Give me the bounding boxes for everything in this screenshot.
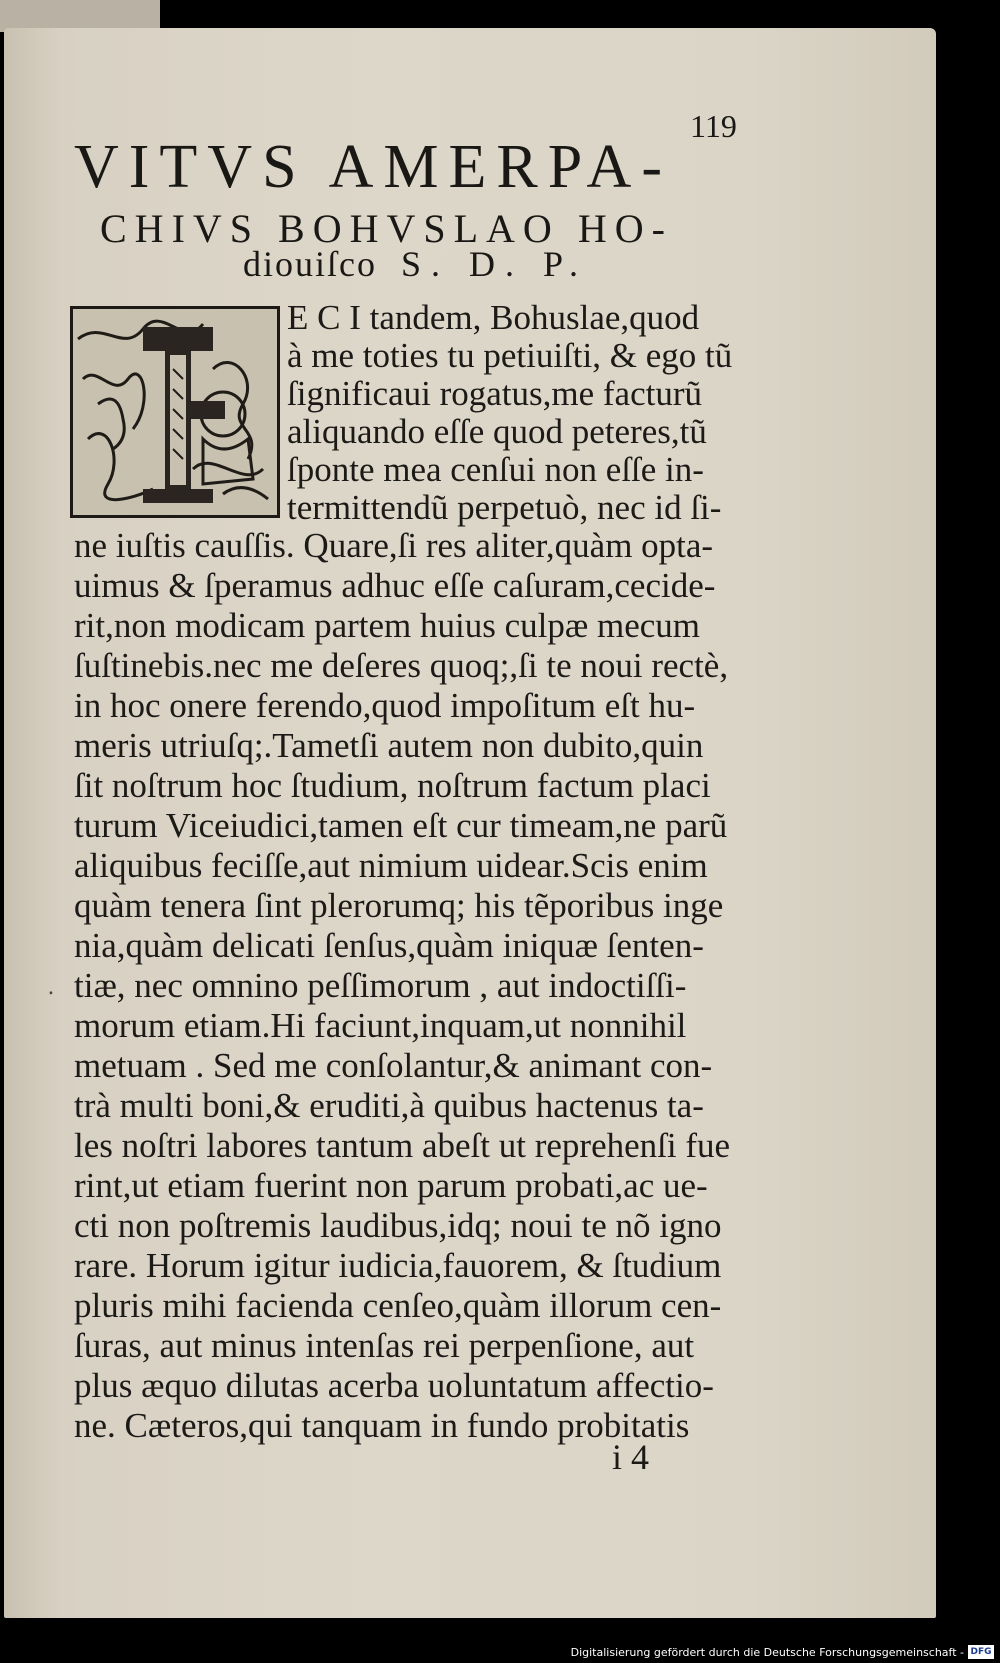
text-line: aliquibus feciſſe,aut nimium uidear.Scis enim: [74, 846, 708, 885]
text-line: uimus & ſperamus adhuc eſſe caſuram,cecide-: [74, 566, 716, 605]
heading-line-3-name: diouiſco: [243, 244, 377, 284]
text-line: tiæ, nec omnino peſſimorum , aut indoctiſſi-: [74, 966, 687, 1005]
text-line: ne iuſtis cauſſis. Quare,ſi res aliter,quàm opta-: [74, 526, 714, 565]
page-number: 119: [690, 108, 737, 144]
text-line: meris utriuſq;.Tametſi autem non dubito,quin: [74, 726, 704, 765]
footer-credit: Digitalisierung gefördert durch die Deutsche Forschungsgemeinschaft -: [570, 1646, 964, 1659]
text-line: in hoc onere ferendo,quod impoſitum eſt hu-: [74, 686, 696, 725]
text-line: metuam . Sed me conſolantur,& animant con-: [74, 1046, 713, 1085]
text-line: ſponte mea cenſui non eſſe in-: [287, 450, 704, 489]
text-line: termittendũ perpetuò, nec id ſi-: [287, 488, 722, 527]
text-line: ſignificaui rogatus,me facturũ: [287, 374, 702, 413]
text-line: ne. Cæteros,qui tanquam in fundo probitatis: [74, 1406, 690, 1445]
text-line: rit,non modicam partem huius culpæ mecum: [74, 606, 700, 645]
text-line: pluris mihi facienda cenſeo,quàm illorum cen-: [74, 1286, 722, 1325]
text-line: trà multi boni,& eruditi,à quibus hactenus ta-: [74, 1086, 704, 1125]
text-line: quàm tenera ſint plerorumq; his tẽporibus inge: [74, 886, 724, 925]
heading-salutation: S. D. P.: [400, 244, 589, 284]
margin-mark: ⸳: [48, 977, 54, 1002]
text-line: les noſtri labores tantum abeſt ut reprehenſi fue: [74, 1126, 731, 1165]
text-line: rare. Horum igitur iudicia,fauorem, & ſtudium: [74, 1246, 722, 1285]
text-line: ſuſtinebis.nec me deſeres quoq;,ſi te noui rectè,: [74, 646, 729, 685]
dfg-logo-icon: DFG: [968, 1645, 994, 1659]
text-line: à me toties tu petiuiſti, & ego tũ: [287, 336, 733, 375]
heading-line-1: VITVS AMERPA-: [74, 133, 672, 201]
text-line: turum Viceiudici,tamen eſt cur timeam,ne parũ: [74, 806, 728, 845]
text-line: aliquando eſſe quod peteres,tũ: [287, 412, 707, 451]
text-line: cti non poſtremis laudibus,idq; noui te nõ igno: [74, 1206, 722, 1245]
heading-line-2: CHIVS BOHVSLAO HO-: [100, 206, 673, 251]
text-line: ſuras, aut minus intenſas rei perpenſione, aut: [74, 1326, 695, 1365]
text-line: morum etiam.Hi faciunt,inquam,ut nonnihil: [74, 1006, 687, 1045]
text-line: rint,ut etiam fuerint non parum probati,ac ue-: [74, 1166, 708, 1205]
text-line: nia,quàm delicati ſenſus,quàm iniquæ ſenten-: [74, 926, 704, 965]
text-line: ſit noſtrum hoc ſtudium, noſtrum factum placi: [74, 766, 711, 805]
text-line: E C I tandem, Bohuslae,quod: [287, 298, 700, 337]
text-line: plus æquo dilutas acerba uoluntatum affectio-: [74, 1366, 714, 1405]
signature-mark: i 4: [612, 1437, 650, 1477]
decorated-initial-icon: [70, 306, 280, 518]
heading-line-3: [243, 243, 588, 285]
